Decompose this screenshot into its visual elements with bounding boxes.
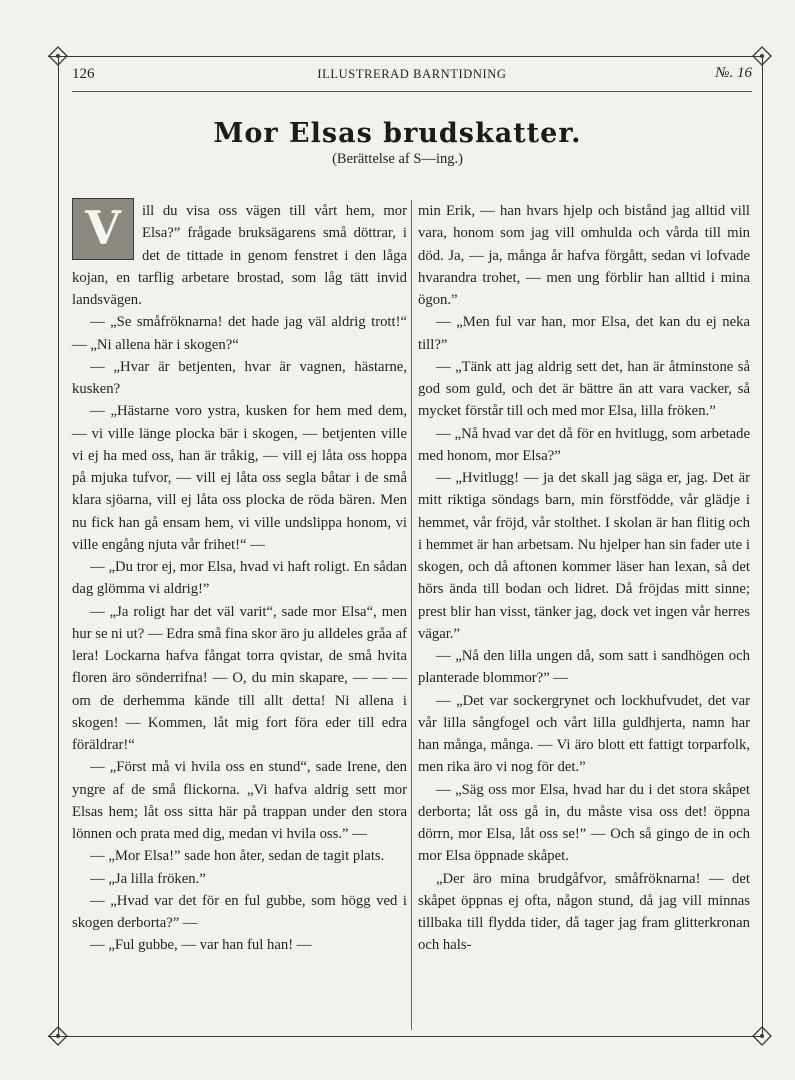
paragraph: — „Ful gubbe, — var han ful han! —: [90, 937, 312, 954]
paragraph: — „Det var sockergrynet och lockhufvudet, det var vår lilla sångfogel och vårt lilla guldhjerta, namn har han många, många. — Vi äro blott ett fattigt torparfolk, men rika äro vi nog för det.”: [418, 692, 750, 776]
paragraph: — „Mor Elsa!” sade hon åter, sedan de tagit plats.: [90, 848, 385, 865]
column-divider: [411, 200, 412, 1030]
paragraph: — „Du tror ej, mor Elsa, hvad vi haft roligt. En sådan dag glömma vi aldrig!”: [72, 559, 407, 598]
paragraph: — „Hästarne voro ystra, kusken for hem med dem, — vi ville länge plocka bär i skogen, — betjenten ville vi ej ha med oss, han är tråkig, — vill ej låta oss hoppa på mjuka tufvor, — vill ej låta oss segla båtar i de små klara sjöarna, vill ej låta oss plocka de röda bären. Men nu fick han gå ensam hem, vi ville undslippa honom, vi ville engång njuta vår frihet!“ —: [72, 403, 407, 553]
paragraph: — „Nå hvad var det då för en hvitlugg, som arbetade med honom, mor Elsa?”: [418, 425, 750, 464]
paragraph: — „Ja roligt har det väl varit“, sade mor Elsa“, men hur se ni ut? — Edra små fina skor äro ju alldeles gråa af lera! Lockarna hafva fångat torra qvistar, de små hvita floren äro sönderrifna! — O, du min skapare, — — — om de derhemma kände till allt detta! Ni allena i skogen! — Kommen, låt mig fort föra eder till edra föräldrar!“: [72, 603, 407, 753]
frame-left-line: [58, 56, 59, 1036]
paragraph: — „Men ful var han, mor Elsa, det kan du ej neka till?”: [418, 314, 750, 353]
header-rule: [72, 91, 752, 92]
paragraph: — „Nå den lilla ungen då, som satt i sandhögen och planterade blommor?” —: [418, 648, 750, 687]
paragraph: — „Hvitlugg! — ja det skall jag säga er, jag. Det är mitt riktiga söndags barn, min förstfödde, vår glädje i hemmet, vår fröjd, vår stolthet. I skolan är han flitig och i hemmet är han arbetsam. Nu hjelper han sin fader ute i skogen, och då aftonen kommer läser han lexan, så det hörs ända till bodan och lidret. Då fröjdas mitt sinne; prest blir han visst, tänker jag, dock vet ingen vår herres vägar.”: [418, 470, 750, 642]
corner-ornament-icon: [48, 46, 68, 66]
story-subtitle: (Berättelse af S—ing.): [332, 151, 463, 167]
page-number: 126: [72, 66, 95, 82]
paragraph: — „Säg oss mor Elsa, hvad har du i det stora skåpet derborta; låt oss gå in, du måste visa oss det! öppna dörrn, mor Elsa, låt oss se!” — Och så gingo de in och mor Elsa öppnade skåpet.: [418, 781, 750, 865]
frame-top-line: [48, 56, 760, 57]
first-paragraph: V ill du visa oss vägen till vårt hem, mor Elsa?” frågade bruksägarens små döttrar, i det de tittade in genom fenstret i den låga kojan, en tarflig arbetare brostad, som låg tätt invid landsvägen.: [72, 200, 407, 311]
corner-ornament-icon: [752, 46, 772, 66]
frame-right-line: [762, 56, 763, 1036]
paragraph: — „Tänk att jag aldrig sett det, han är åtminstone så god som guld, och det är bättre än att vara vacker, så mycket förstår till och med mor Elsa, lilla fröken.”: [418, 358, 750, 420]
text-column-left: [72, 200, 407, 957]
frame-bottom-line: [48, 1036, 760, 1037]
paragraph: min Erik, — han hvars hjelp och bistånd jag alltid vill vara, honom som jag vill omhulda och vårda till min död. Ja, — ja, många år hafva förgått, sedan vi lofvade hvarandra trohet, — men ung förblir han alltid i mina ögon.”: [418, 203, 750, 308]
issue-number: №. 16: [715, 65, 752, 81]
ornamental-drop-cap: V: [72, 198, 134, 260]
corner-ornament-icon: [48, 1026, 68, 1046]
paragraph: — „Ja lilla fröken.”: [90, 870, 206, 887]
paragraph: — „Hvar är betjenten, hvar är vagnen, hästarne, kusken?: [72, 358, 407, 397]
paragraph: „Der äro mina brudgåfvor, småfröknarna! — det skåpet öppnas ej ofta, någon stund, då jag vill minnas tillbaka till flydda tider, då tager jag fram glitterkronan och hals-: [418, 870, 750, 954]
running-header: [72, 64, 752, 88]
corner-ornament-icon: [752, 1026, 772, 1046]
story-title: Mor Elsas brudskatter.: [213, 118, 582, 149]
paragraph: — „Först må vi hvila oss en stund“, sade Irene, den yngre af de små flickorna. „Vi hafva aldrig sett mor Elsas hem; låt oss sitta här på trappan under den stora lönnen och prata med dig, medan vi hvila oss.” —: [72, 759, 407, 842]
text-column-right: [418, 200, 750, 957]
paragraph: — „Hvad var det för en ful gubbe, som högg ved i skogen derborta?” —: [72, 892, 407, 931]
journal-title: ILLUSTRERAD BARNTIDNING: [317, 67, 507, 81]
paragraph: — „Se småfröknarna! det hade jag väl aldrig trott!“ — „Ni allena här i skogen?“: [72, 314, 407, 353]
